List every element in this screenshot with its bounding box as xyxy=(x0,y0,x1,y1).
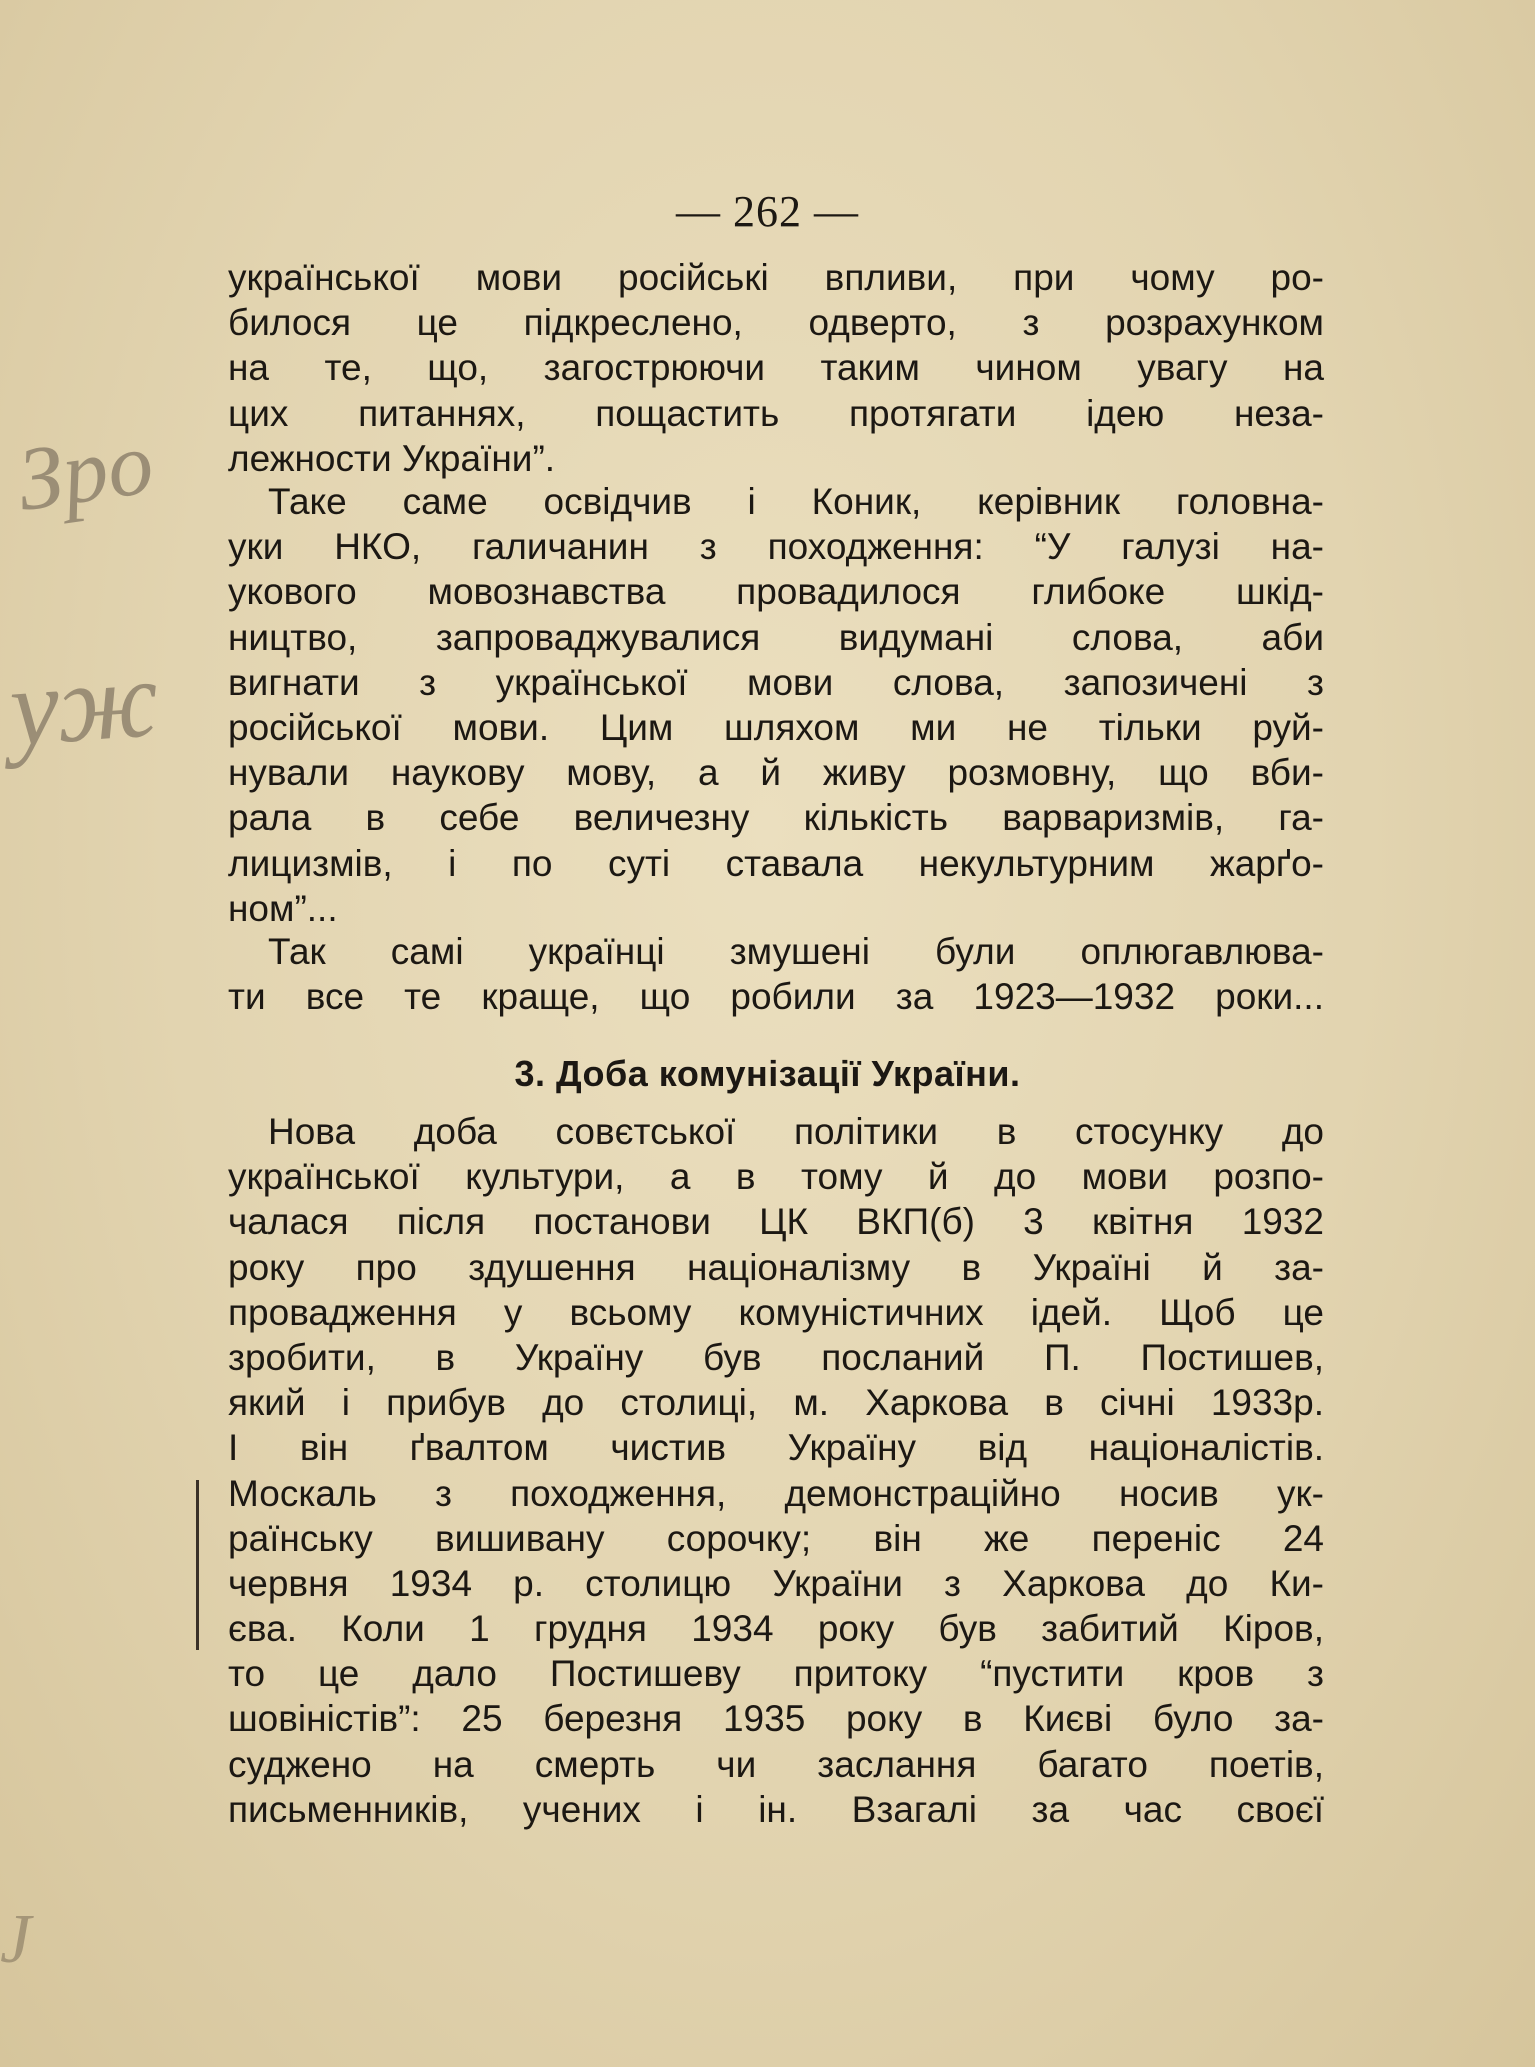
text-line: шовіністів”: 25 березня 1935 року в Києві було за- xyxy=(228,1698,1324,1740)
margin-marker-line xyxy=(196,1480,199,1650)
text-line: зробити, в Україну був посланий П. Постишев, xyxy=(228,1336,1324,1378)
text-line: ти все те краще, що робили за 1923—1932 роки... xyxy=(228,976,1324,1018)
text-line: письменників, учених і ін. Взагалі за час своєї xyxy=(228,1788,1324,1830)
text-line: І він ґвалтом чистив Україну від націоналістів. xyxy=(228,1427,1324,1469)
text-line: провадження у всьому комуністичних ідей. Щоб це xyxy=(228,1291,1324,1333)
text-line: лежности України”. xyxy=(228,437,556,479)
text-line: вигнати з української мови слова, запозичені з xyxy=(228,661,1324,703)
text-line: української культури, а в тому й до мови розпо- xyxy=(228,1156,1324,1198)
paragraph xyxy=(228,1109,1324,1832)
section-heading: 3. Доба комунізації України. xyxy=(514,1053,1021,1094)
text-line: ництво, запроваджувалися видумані слова, аби xyxy=(228,616,1324,658)
text-line: рала в себе величезну кількість варваризмів, га- xyxy=(228,797,1324,839)
text-line: Нова доба совєтської політики в стосунку до xyxy=(268,1111,1324,1152)
text-line: то це дало Постишеву притоку “пустити кров з xyxy=(228,1653,1324,1695)
text-line: Таке саме освідчив і Коник, керівник головна- xyxy=(268,481,1324,522)
text-line: року про здушення націоналізму в Україні й за- xyxy=(228,1246,1324,1288)
text-line: української мови російські впливи, при чому ро- xyxy=(228,257,1324,298)
text-line: суджено на смерть чи заслання багато поетів, xyxy=(228,1743,1324,1785)
pencil-margin-note: уж xyxy=(5,636,163,770)
text-line: Так самі українці змушені були оплюгавлюва- xyxy=(268,931,1324,972)
text-line: Москаль з походження, демонстраційно носив ук- xyxy=(228,1472,1324,1514)
pencil-margin-note: Зро xyxy=(11,413,159,530)
text-line: лицизмів, і по суті ставала некультурним жарґо- xyxy=(228,842,1324,884)
text-line: на те, що, загострюючи таким чином увагу на xyxy=(228,347,1324,389)
text-line: червня 1934 р. столицю України з Харкова до Ки- xyxy=(228,1562,1324,1604)
text-line: нували наукову мову, а й живу розмовну, що вби- xyxy=(228,752,1324,794)
text-line: ном”... xyxy=(228,887,338,929)
text-line: єва. Коли 1 грудня 1934 року був забитий Кіров, xyxy=(228,1608,1324,1650)
text-line: російської мови. Цим шляхом ми не тільки руй- xyxy=(228,706,1324,748)
text-line: цих питаннях, пощастить протягати ідею неза- xyxy=(228,392,1324,434)
pencil-margin-note: J xyxy=(0,1901,32,1978)
text-line: раїнську вишивану сорочку; він же переніс 24 xyxy=(228,1517,1324,1559)
paragraph xyxy=(228,929,1324,1019)
text-line: укового мовознавства провадилося глибоке шкід- xyxy=(228,571,1324,613)
paragraph xyxy=(228,255,1324,481)
text-line: який і прибув до столиці, м. Харкова в січні 1933р. xyxy=(228,1382,1324,1424)
paragraph xyxy=(228,479,1324,931)
page-number: — 262 — xyxy=(676,187,859,236)
text-line: билося це підкреслено, одверто, з розрахунком xyxy=(228,302,1324,344)
text-line: чалася після постанови ЦК ВКП(б) 3 квітня 1932 xyxy=(228,1201,1324,1243)
text-line: уки НКО, галичанин з походження: “У галузі на- xyxy=(228,526,1324,568)
